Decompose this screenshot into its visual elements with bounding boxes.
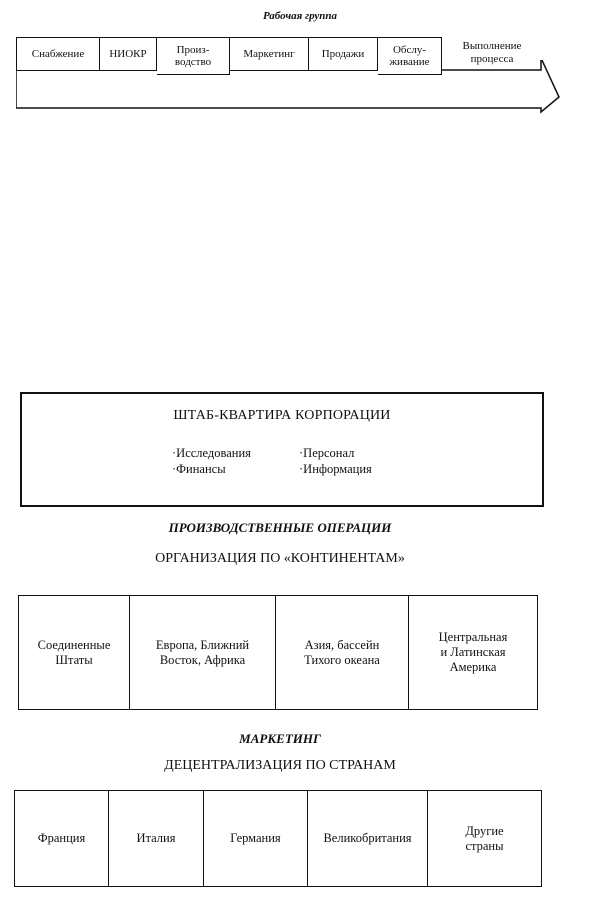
hq-function-research: ·Исследования [172, 446, 251, 460]
process-result: Выполнение процесса [462, 40, 522, 65]
country-other: Другие страны [465, 823, 504, 853]
hq-function-personnel: ·Персонал [299, 446, 355, 460]
region-asia-pacific: Азия, бассейн Тихого океана [276, 596, 409, 709]
work-group-title: Рабочая группа [262, 10, 338, 22]
step-supply: Снабжение [16, 37, 100, 71]
headquarters-title: ШТАБ-КВАРТИРА КОРПОРАЦИИ [173, 408, 391, 423]
regions-row [18, 595, 538, 710]
step-marketing: Маркетинг [230, 37, 309, 71]
region-latin-america: Центральная и Латинская Америка [438, 630, 508, 674]
production-label: ПРОИЗВОДСТВЕННЫЕ ОПЕРАЦИИ [168, 520, 392, 535]
country-italy: Италия [109, 791, 204, 886]
region-usa: Соединенные Штаты [19, 596, 130, 709]
hq-function-information: ·Информация [299, 462, 372, 476]
country-france: Франция [15, 791, 109, 886]
hq-function-finance: ·Финансы [172, 462, 226, 476]
process-steps [16, 37, 442, 75]
step-production: Произ- водство [157, 37, 230, 75]
step-service: Обслу- живание [378, 37, 442, 75]
region-emea: Европа, Ближний Восток, Африка [130, 596, 276, 709]
country-uk: Великобритания [308, 791, 428, 886]
production-subtitle: ОРГАНИЗАЦИЯ ПО «КОНТИНЕНТАМ» [155, 551, 405, 566]
marketing-subtitle: ДЕЦЕНТРАЛИЗАЦИЯ ПО СТРАНАМ [164, 758, 396, 773]
step-rnd: НИОКР [100, 37, 157, 71]
headquarters-box [20, 392, 544, 507]
countries-row [14, 790, 542, 887]
step-sales: Продажи [309, 37, 378, 71]
country-germany: Германия [204, 791, 308, 886]
marketing-label: МАРКЕТИНГ [239, 731, 321, 746]
